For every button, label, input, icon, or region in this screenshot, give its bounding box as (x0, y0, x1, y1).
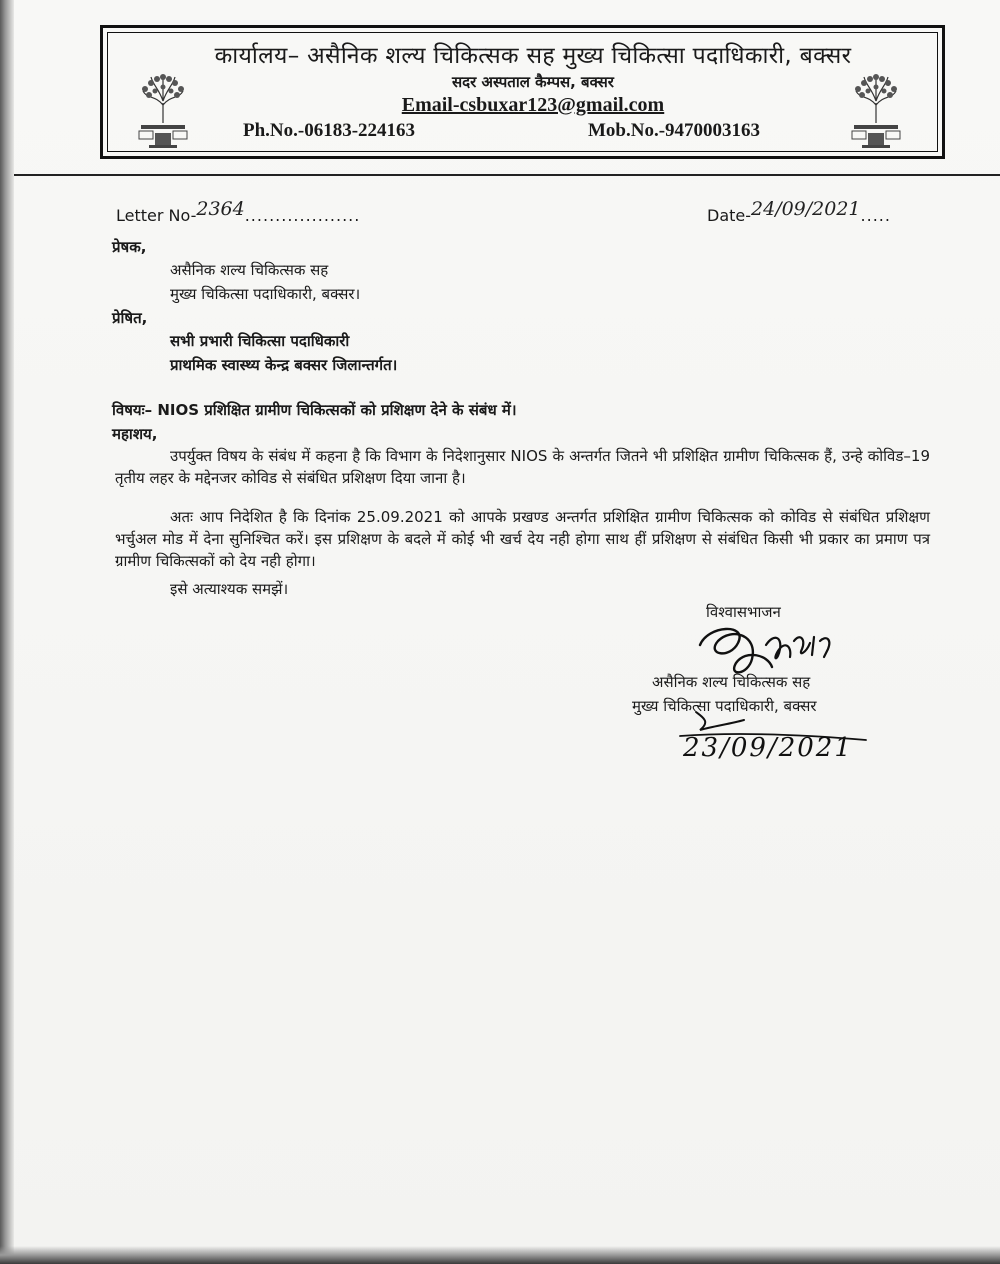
office-phone: Ph.No.-06183-224163 (243, 120, 416, 141)
body-paragraph-2: अतः आप निदेशित है कि दिनांक 25.09.2021 को आपके प्रखण्ड अन्तर्गत प्रशिक्षित ग्रामीण चिकित्सक को कोविड से संबंधित प्रशिक्षण भर्चुअल मोड में देना सुनिश्चित करें। इस प्रशिक्षण के बदले में कोई भी खर्च देय नही होगा साथ हीं प्रशिक्षण से संबंधित किसी भी प्रकार का प्रमाण पत्र ग्रामीण चिकित्सकों को देय नही होगा। (115, 508, 930, 570)
scan-edge-shadow (0, 0, 14, 1264)
letter-date-label: Date- (707, 206, 752, 225)
handwritten-sign-date: 23/09/2021 (683, 733, 853, 763)
signatory-designation-2: मुख्य चिकित्सा पदाधिकारी, बक्सर (632, 697, 817, 715)
body-paragraph-1: उपर्युक्त विषय के संबंध में कहना है कि विभाग के निदेशानुसार NIOS के अन्तर्गत जितने भी प्रशिक्षित ग्रामीण चिकित्सक हैं, उन्हे कोविड–19 तृतीय लहर के मद्देनजर कोविड से संबंधित प्रशिक्षण दिया जाना है। (115, 447, 930, 487)
scan-bottom-shadow (0, 1246, 1000, 1264)
subject-line (112, 399, 517, 421)
office-email: Email-csbuxar123@gmail.com (401, 94, 665, 116)
sender-line-2: मुख्य चिकित्सा पदाधिकारी, बक्सर। (170, 285, 361, 303)
letter-date-dots: ..... (860, 206, 891, 225)
letter-number-value: 2364 (196, 198, 245, 220)
date-underline-stroke (676, 728, 876, 768)
recipient-line-1: सभी प्रभारी चिकित्सा पदाधिकारी (170, 332, 350, 350)
office-mobile: Mob.No.-9470003163 (588, 120, 761, 141)
letter-number-dots: ................... (244, 206, 361, 225)
office-title: कार्यालय– असैनिक शल्य चिकित्सक सह मुख्य चिकित्सा पदाधिकारी, बक्सर (214, 43, 852, 69)
bihar-emblem-icon (848, 73, 904, 151)
letter-number (116, 198, 361, 226)
letter-date-value: 24/09/2021 (751, 198, 861, 220)
office-address: सदर अस्पताल कैम्पस, बक्सर (452, 73, 614, 91)
signatory-designation-1: असैनिक शल्य चिकित्सक सह (652, 673, 811, 691)
salutation: महाशय, (112, 425, 158, 443)
sender-line-1: असैनिक शल्य चिकित्सक सह (170, 261, 329, 279)
recipient-label: प्रेषित, (112, 309, 148, 327)
closing-regards: विश्वासभाजन (706, 603, 781, 621)
letter-date (707, 198, 891, 226)
sender-label: प्रेषक, (112, 238, 147, 256)
subject-label: विषयः– (112, 401, 153, 419)
header-divider (14, 174, 1000, 176)
letter-number-label: Letter No- (116, 206, 197, 225)
recipient-line-2: प्राथमिक स्वास्थ्य केन्द्र बक्सर जिलान्तर्गत। (170, 356, 398, 374)
subject-text: NIOS प्रशिक्षित ग्रामीण चिकित्सकों को प्रशिक्षण देने के संबंध में। (152, 401, 517, 419)
body-paragraph-3: इसे अत्याश्यक समझें। (170, 580, 289, 598)
letterhead-box (100, 25, 945, 159)
